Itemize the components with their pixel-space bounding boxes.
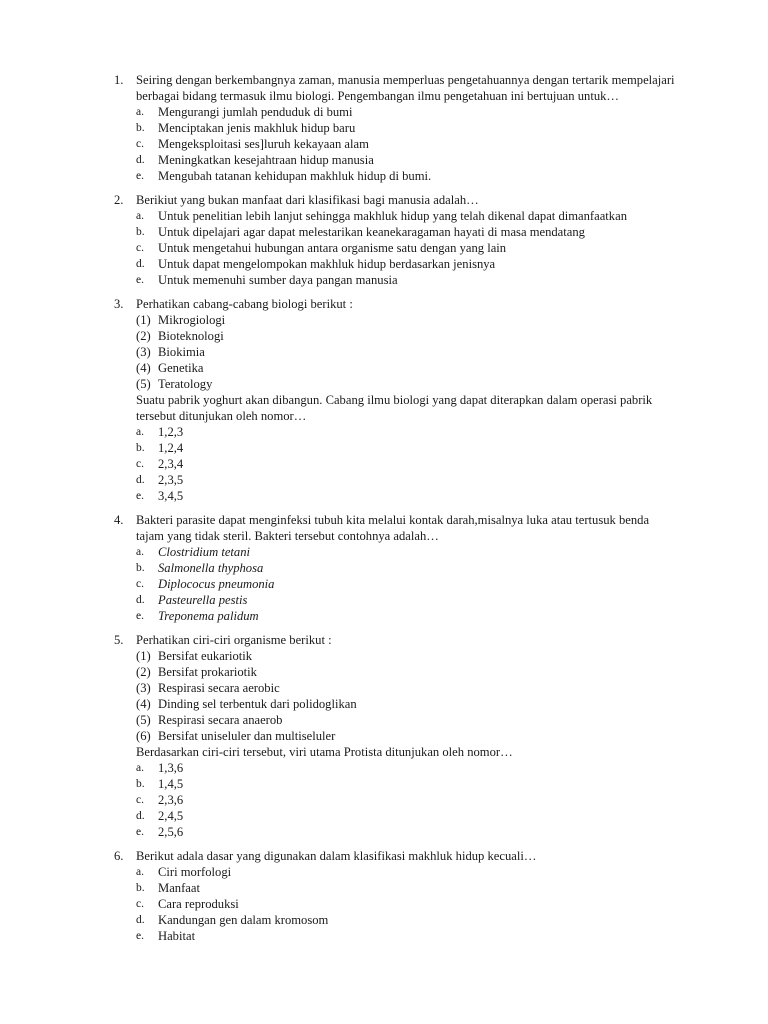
option-text: 2,3,6 (158, 793, 184, 807)
question-prompt: Suatu pabrik yoghurt akan dibangun. Cabang ilmu biologi yang dapat diterapkan dalam operasi pabrik tersebut ditunjukan oleh nomor… (136, 393, 653, 423)
option-a (136, 208, 656, 224)
option-text: Habitat (158, 929, 196, 943)
list-item-text: Biokimia (158, 345, 205, 359)
answer-options (0, 104, 768, 184)
numbered-list (0, 312, 768, 392)
list-item (136, 376, 768, 392)
list-item-text: Dinding sel terbentuk dari polidoglikan (158, 697, 357, 711)
list-item (136, 328, 768, 344)
option-b (136, 120, 656, 136)
option-text: Diplococus pneumonia (158, 577, 275, 591)
option-label: e. (136, 170, 144, 182)
answer-options (0, 864, 768, 944)
list-item (136, 664, 768, 680)
option-text: 2,3,4 (158, 457, 184, 471)
option-text: 1,3,6 (158, 761, 184, 775)
question-3 (0, 288, 768, 504)
option-label: b. (136, 226, 145, 238)
list-item-text: Genetika (158, 361, 204, 375)
option-text: Kandungan gen dalam kromosom (158, 913, 329, 927)
option-b (136, 440, 656, 456)
option-c (136, 240, 656, 256)
option-b (136, 560, 656, 576)
option-label: c. (136, 898, 144, 910)
question-5 (0, 624, 768, 840)
option-label: e. (136, 930, 144, 942)
question-document (0, 64, 768, 944)
list-item-number: (1) (136, 649, 151, 663)
option-text: Untuk penelitian lebih lanjut sehingga makhluk hidup yang telah dikenal dapat dimanfaatkan (158, 209, 627, 223)
answer-options (0, 424, 768, 504)
list-item-number: (2) (136, 329, 151, 343)
option-e (136, 488, 656, 504)
answer-options (0, 208, 768, 288)
option-d (136, 912, 656, 928)
list-item (136, 696, 768, 712)
question-6 (0, 840, 768, 944)
option-text: 2,5,6 (158, 825, 184, 839)
list-item (136, 648, 768, 664)
option-text: 3,4,5 (158, 489, 184, 503)
question-1 (0, 64, 768, 184)
option-label: a. (136, 546, 144, 558)
option-label: c. (136, 138, 144, 150)
question-number: 1. (114, 73, 124, 87)
option-text: Untuk mengetahui hubungan antara organisme satu dengan yang lain (158, 241, 507, 255)
option-b (136, 224, 656, 240)
list-item-number: (3) (136, 681, 151, 695)
question-number: 6. (114, 849, 124, 863)
option-text: Mengubah tatanan kehidupan makhluk hidup di bumi. (158, 169, 432, 183)
question-text: Seiring dengan berkembangnya zaman, manusia memperluas pengetahuannya dengan tertarik mempelajari berbagai bidang termasuk ilmu biologi. Pengembangan ilmu pengetahuan ini bertujuan untuk… (136, 73, 675, 103)
question-text: Perhatikan cabang-cabang biologi berikut : (136, 297, 353, 311)
question-number: 2. (114, 193, 124, 207)
option-label: d. (136, 154, 145, 166)
question-prompt: Berdasarkan ciri-ciri tersebut, viri utama Protista ditunjukan oleh nomor… (136, 745, 513, 759)
list-item (136, 360, 768, 376)
list-item-number: (1) (136, 313, 151, 327)
option-d (136, 472, 656, 488)
option-label: e. (136, 274, 144, 286)
question-4 (0, 504, 768, 624)
option-text: Mengurangi jumlah penduduk di bumi (158, 105, 353, 119)
option-label: b. (136, 778, 145, 790)
list-item (136, 680, 768, 696)
option-label: c. (136, 458, 144, 470)
option-label: a. (136, 426, 144, 438)
option-c (136, 456, 656, 472)
option-label: a. (136, 210, 144, 222)
option-label: a. (136, 866, 144, 878)
option-text: Untuk dipelajari agar dapat melestarikan keanekaragaman hayati di masa mendatang (158, 225, 585, 239)
list-item-number: (4) (136, 697, 151, 711)
option-label: d. (136, 914, 145, 926)
option-text: Pasteurella pestis (158, 593, 248, 607)
option-label: a. (136, 762, 144, 774)
option-b (136, 776, 656, 792)
option-e (136, 824, 656, 840)
option-a (136, 864, 656, 880)
question-number: 5. (114, 633, 124, 647)
question-text: Perhatikan ciri-ciri organisme berikut : (136, 633, 332, 647)
option-text: Meningkatkan kesejahtraan hidup manusia (158, 153, 374, 167)
list-item-number: (6) (136, 729, 151, 743)
option-label: d. (136, 258, 145, 270)
question-2 (0, 184, 768, 288)
option-c (136, 576, 656, 592)
option-text: 2,4,5 (158, 809, 184, 823)
option-label: e. (136, 490, 144, 502)
question-text: Berikut adala dasar yang digunakan dalam klasifikasi makhluk hidup kecuali… (136, 849, 537, 863)
option-text: Clostridium tetani (158, 545, 251, 559)
option-text: Cara reproduksi (158, 897, 239, 911)
option-label: d. (136, 594, 145, 606)
list-item-number: (2) (136, 665, 151, 679)
option-label: c. (136, 578, 144, 590)
option-label: c. (136, 242, 144, 254)
option-label: e. (136, 610, 144, 622)
list-item (136, 728, 768, 744)
option-text: 1,2,4 (158, 441, 184, 455)
option-e (136, 272, 656, 288)
option-text: Manfaat (158, 881, 200, 895)
option-text: Treponema palidum (158, 609, 259, 623)
list-item-number: (5) (136, 713, 151, 727)
option-text: Untuk memenuhi sumber daya pangan manusia (158, 273, 398, 287)
option-c (136, 136, 656, 152)
option-label: d. (136, 474, 145, 486)
option-text: 1,4,5 (158, 777, 184, 791)
answer-options (0, 544, 768, 624)
list-item-text: Bersifat prokariotik (158, 665, 257, 679)
list-item-text: Bersifat eukariotik (158, 649, 253, 663)
option-text: 1,2,3 (158, 425, 184, 439)
option-c (136, 792, 656, 808)
option-label: c. (136, 794, 144, 806)
list-item-text: Bersifat uniseluler dan multiseluler (158, 729, 336, 743)
list-item-text: Mikrogiologi (158, 313, 226, 327)
option-text: Mengeksploitasi ses]luruh kekayaan alam (158, 137, 369, 151)
option-label: e. (136, 826, 144, 838)
option-text: Menciptakan jenis makhluk hidup baru (158, 121, 356, 135)
option-label: b. (136, 122, 145, 134)
option-c (136, 896, 656, 912)
question-number: 4. (114, 513, 124, 527)
option-a (136, 424, 656, 440)
list-item (136, 312, 768, 328)
option-e (136, 608, 656, 624)
option-d (136, 152, 656, 168)
answer-options (0, 760, 768, 840)
option-text: 2,3,5 (158, 473, 184, 487)
list-item-number: (4) (136, 361, 151, 375)
list-item (136, 344, 768, 360)
option-text: Salmonella thyphosa (158, 561, 264, 575)
question-text: Bakteri parasite dapat menginfeksi tubuh kita melalui kontak darah,misalnya luka atau tertusuk benda tajam yang tidak steril. Bakteri tersebut contohnya adalah… (136, 513, 650, 543)
option-label: b. (136, 442, 145, 454)
option-label: b. (136, 562, 145, 574)
option-d (136, 808, 656, 824)
list-item-text: Teratology (158, 377, 213, 391)
option-text: Ciri morfologi (158, 865, 232, 879)
option-e (136, 168, 656, 184)
numbered-list (0, 648, 768, 744)
option-label: b. (136, 882, 145, 894)
option-a (136, 104, 656, 120)
list-item-text: Bioteknologi (158, 329, 224, 343)
question-number: 3. (114, 297, 124, 311)
option-a (136, 544, 656, 560)
option-a (136, 760, 656, 776)
option-label: a. (136, 106, 144, 118)
option-e (136, 928, 656, 944)
list-item-number: (5) (136, 377, 151, 391)
option-d (136, 256, 656, 272)
list-item-number: (3) (136, 345, 151, 359)
option-label: d. (136, 810, 145, 822)
option-b (136, 880, 656, 896)
question-text: Berikiut yang bukan manfaat dari klasifikasi bagi manusia adalah… (136, 193, 479, 207)
list-item-text: Respirasi secara aerobic (158, 681, 280, 695)
list-item-text: Respirasi secara anaerob (158, 713, 283, 727)
list-item (136, 712, 768, 728)
option-d (136, 592, 656, 608)
option-text: Untuk dapat mengelompokan makhluk hidup berdasarkan jenisnya (158, 257, 496, 271)
